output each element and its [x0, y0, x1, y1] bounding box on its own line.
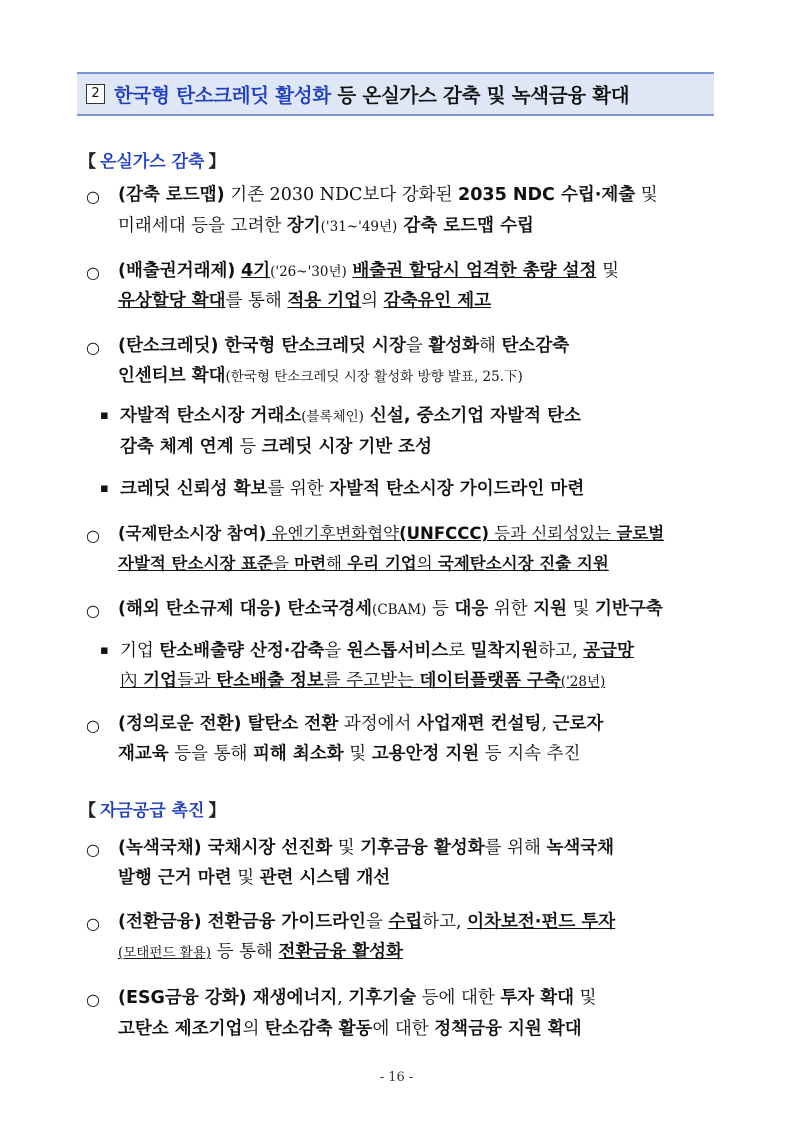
item-line: 유상할당 확대를 통해 적용 기업의 감축유인 제고	[118, 291, 492, 311]
circle-bullet: ○	[86, 914, 100, 933]
circle-bullet: ○	[86, 263, 100, 282]
circle-bullet: ○	[86, 990, 100, 1009]
item-line: 미래세대 등을 고려한 장기('31~'49년) 감축 로드맵 수립	[118, 216, 534, 236]
title-rest: 등 온실가스 감축 및 녹색금융 확대	[330, 84, 630, 107]
title-highlight: 한국형 탄소크레딧 활성화	[114, 84, 331, 107]
item-line: 기업 탄소배출량 산정·감축을 원스톱서비스로 밀착지원하고, 공급망	[120, 641, 634, 661]
circle-bullet: ○	[86, 601, 100, 620]
subsection-label: 자금공급 촉진	[100, 801, 205, 821]
circle-bullet: ○	[86, 716, 100, 735]
item-line: 內 기업들과 탄소배출 정보를 주고받는 데이터플랫폼 구축('28년)	[120, 671, 606, 691]
item-line: (감축 로드맵) 기존 2030 NDC보다 강화된 2035 NDC 수립·제출 및	[118, 185, 658, 205]
item-line: 인센티브 확대(한국형 탄소크레딧 시장 활성화 방향 발표, 25.下)	[118, 366, 523, 386]
item-line: (국제탄소시장 참여) 유엔기후변화협약(UNFCCC) 등과 신뢰성있는 글로벌	[118, 524, 665, 543]
circle-bullet: ○	[86, 840, 100, 859]
square-bullet: ▪	[100, 481, 109, 496]
circle-bullet: ○	[86, 526, 100, 545]
section-title-box	[77, 72, 714, 116]
item-line: 발행 근거 마련 및 관련 시스템 개선	[118, 868, 391, 888]
item-line: (해외 탄소규제 대응) 탄소국경세(CBAM) 등 대응 위한 지원 및 기반구축	[118, 599, 663, 619]
circle-bullet: ○	[86, 187, 100, 206]
item-line: (ESG금융 강화) 재생에너지, 기후기술 등에 대한 투자 확대 및	[118, 988, 597, 1008]
square-bullet: ▪	[100, 643, 109, 658]
item-line: 자발적 탄소시장 표준을 마련해 우리 기업의 국제탄소시장 진출 지원	[118, 554, 609, 573]
item-line: (배출권거래제) 4기('26~'30년) 배출권 할당시 엄격한 총량 설정 및	[118, 261, 619, 281]
square-bullet: ▪	[100, 408, 109, 423]
item-line: (정의로운 전환) 탈탄소 전환 과정에서 사업재편 컨설팅, 근로자	[118, 714, 604, 734]
item-line: 재교육 등을 통해 피해 최소화 및 고용안정 지원 등 지속 추진	[118, 744, 581, 764]
item-line: 감축 체계 연계 등 크레딧 시장 기반 조성	[120, 437, 433, 457]
subsection-heading-1: 【 온실가스 감축 】	[79, 152, 226, 172]
section-title	[114, 80, 629, 108]
subsection-heading-2: 【 자금공급 촉진 】	[79, 801, 226, 821]
item-line: 자발적 탄소시장 거래소(블록체인) 신설, 중소기업 자발적 탄소	[120, 406, 581, 426]
item-line: 크레딧 신뢰성 확보를 위한 자발적 탄소시장 가이드라인 마련	[120, 479, 585, 499]
item-line: (녹색국채) 국채시장 선진화 및 기후금융 활성화를 위해 녹색국채	[118, 838, 615, 858]
subsection-label: 온실가스 감축	[100, 152, 205, 172]
item-line: 고탄소 제조기업의 탄소감축 활동에 대한 정책금융 지원 확대	[118, 1019, 582, 1039]
item-line: (전환금융) 전환금융 가이드라인을 수립하고, 이차보전·펀드 투자	[118, 912, 616, 932]
item-line: (탄소크레딧) 한국형 탄소크레딧 시장을 활성화해 탄소감축	[118, 336, 570, 356]
item-line: (모태펀드 활용) 등 통해 전환금융 활성화	[118, 942, 403, 962]
page-number: - 16 -	[379, 1070, 414, 1085]
circle-bullet: ○	[86, 338, 100, 357]
title-number: 2	[86, 84, 105, 104]
